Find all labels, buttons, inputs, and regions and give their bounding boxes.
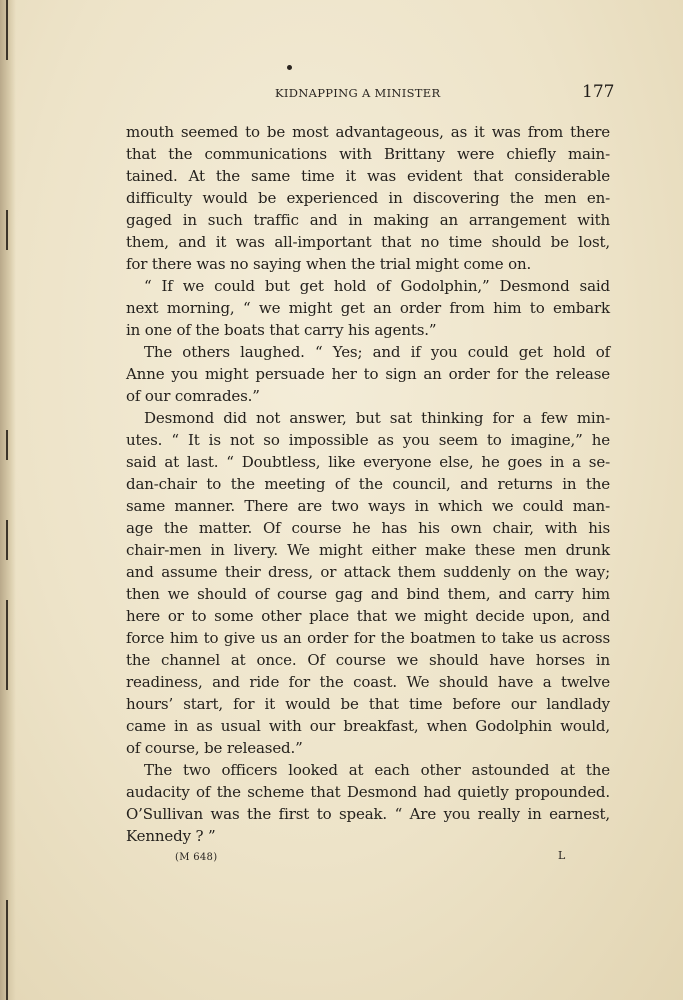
body-text: [126, 121, 610, 847]
text-line: chair-men in livery. We might either make these men drunk: [126, 541, 610, 559]
text-line: and assume their dress, or attack them suddenly on the way;: [126, 563, 610, 581]
text-line: hours’ start, for it would be that time before our landlady: [126, 695, 610, 713]
text-line: for there was no saying when the trial might come on.: [126, 255, 532, 273]
binding-shadow-mark: [6, 520, 8, 560]
text-line: Desmond did not answer, but sat thinking for a few min-: [144, 409, 610, 427]
text-line: readiness, and ride for the coast. We should have a twelve: [126, 673, 610, 691]
text-line: difficulty would be experienced in discovering the men en-: [126, 189, 610, 207]
text-line: gaged in such traffic and in making an arrangement with: [126, 211, 610, 229]
text-line: of our comrades.”: [126, 387, 260, 405]
text-line: Anne you might persuade her to sign an order for the release: [126, 365, 610, 383]
page-binding-edge: [0, 0, 16, 1000]
text-line: same manner. There are two ways in which we could man-: [126, 497, 610, 515]
binding-shadow-mark: [6, 600, 8, 690]
text-line: said at last. “ Doubtless, like everyone else, he goes in a se-: [126, 453, 610, 471]
text-line: that the communications with Brittany were chiefly main-: [126, 145, 610, 163]
text-line: dan-chair to the meeting of the council, and returns in the: [126, 475, 610, 493]
text-line: utes. “ It is not so impossible as you seem to imagine,” he: [126, 431, 610, 449]
text-line: “ If we could but get hold of Godolphin,” Desmond said: [144, 277, 610, 295]
text-line: O’Sullivan was the first to speak. “ Are you really in earnest,: [126, 805, 610, 823]
binding-shadow-mark: [6, 430, 8, 460]
printer-signature: (M 648): [175, 852, 218, 863]
text-line: in one of the boats that carry his agents.”: [126, 321, 437, 339]
text-line: The others laughed. “ Yes; and if you could get hold of: [144, 343, 610, 361]
text-line: here or to some other place that we might decide upon, and: [126, 607, 610, 625]
binding-shadow-mark: [6, 0, 8, 60]
binding-shadow-mark: [6, 900, 8, 1000]
text-line: age the matter. Of course he has his own chair, with his: [126, 519, 610, 537]
text-line: force him to give us an order for the boatmen to take us across: [126, 629, 610, 647]
text-line: of course, be released.”: [126, 739, 303, 757]
text-line: tained. At the same time it was evident that considerable: [126, 167, 610, 185]
text-line: mouth seemed to be most advantageous, as it was from there: [126, 123, 610, 141]
text-line: came in as usual with our breakfast, when Godolphin would,: [126, 717, 610, 735]
printer-dot: [287, 65, 292, 70]
text-line: then we should of course gag and bind them, and carry him: [126, 585, 610, 603]
binding-shadow-mark: [6, 210, 8, 250]
running-title: KIDNAPPING A MINISTER: [275, 86, 441, 100]
text-line: audacity of the scheme that Desmond had quietly propounded.: [126, 783, 610, 801]
text-line: The two officers looked at each other astounded at the: [144, 761, 610, 779]
text-line: Kennedy ? ”: [126, 827, 216, 845]
text-line: them, and it was all-important that no time should be lost,: [126, 233, 610, 251]
text-line: next morning, “ we might get an order from him to embark: [126, 299, 610, 317]
text-line: the channel at once. Of course we should have horses in: [126, 651, 610, 669]
sheet-mark: L: [558, 849, 566, 862]
page-number: 177: [582, 82, 615, 102]
